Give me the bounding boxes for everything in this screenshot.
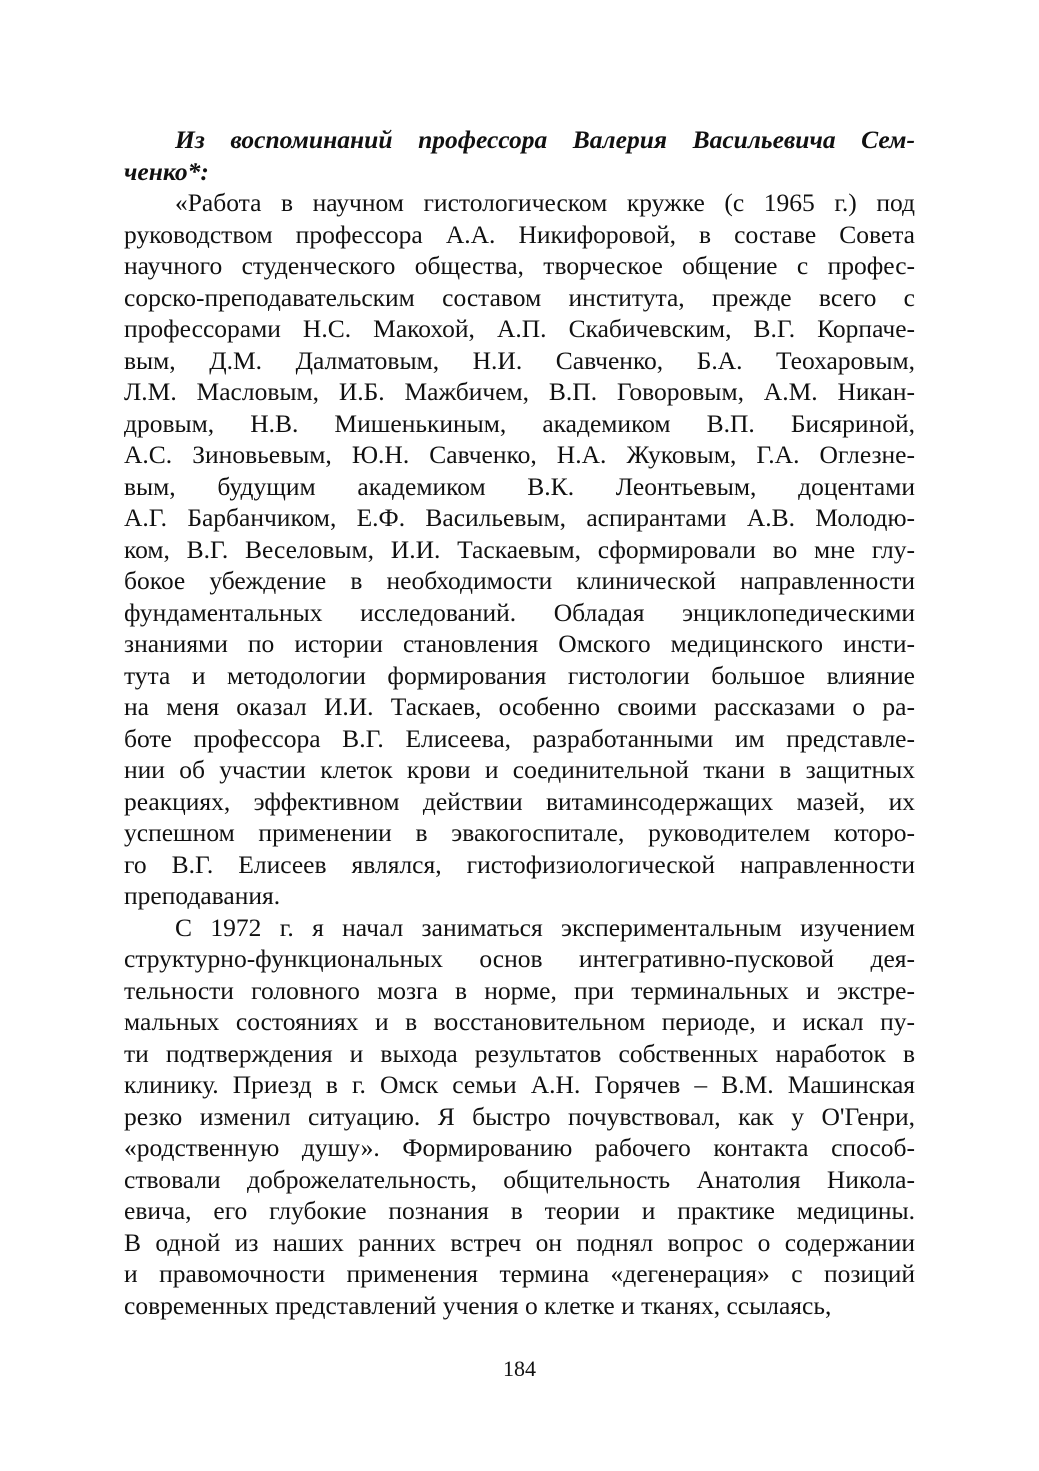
text-line: и правомочности применения термина «дегенерация» с позиций (124, 1259, 915, 1288)
text-line: В одной из наших ранних встреч он поднял вопрос о содержании (124, 1227, 915, 1257)
text-line: научного студенческого общества, творческое общение с профес- (124, 251, 915, 280)
text-line: А.Г. Барбанчиком, Е.Ф. Васильевым, аспирантами А.В. Молодю- (124, 503, 915, 532)
page-number: 184 (503, 1356, 536, 1381)
page-body (124, 124, 915, 1321)
text-line: сорско-преподавательским составом института, прежде всего с (124, 282, 915, 312)
text-line: С 1972 г. я начал заниматься экспериментальным изучением (175, 912, 915, 942)
text-line: профессорами Н.С. Макохой, А.П. Скабичевским, В.Г. Корпаче- (124, 314, 915, 343)
text-line: боте профессора В.Г. Елисеева, разработанными им представле- (124, 723, 915, 753)
text-line: го В.Г. Елисеев являлся, гистофизиологической направленности (124, 849, 915, 879)
text-line: на меня оказал И.И. Таскаев, особенно своими рассказами о ра- (124, 692, 915, 721)
text-line: тута и методологии формирования гистологии большое влияние (124, 660, 915, 690)
text-line: дровым, Н.В. Мишенькиным, академиком В.П. Бисяриной, (124, 408, 915, 438)
text-line: ти подтверждения и выхода результатов собственных наработок в (124, 1038, 915, 1068)
text-line: мальных состояниях и в восстановительном периоде, и искал пу- (124, 1007, 915, 1036)
text-line: вым, будущим академиком В.К. Леонтьевым, доцентами (124, 471, 915, 501)
text-line: нии об участии клеток крови и соединительной ткани в защитных (124, 755, 915, 784)
paragraph-1 (124, 187, 915, 912)
text-line: руководством профессора А.А. Никифоровой, в составе Совета (124, 219, 915, 249)
text-line: клинику. Приезд в г. Омск семьи А.Н. Горячев – В.М. Машинская (124, 1070, 915, 1099)
text-line: тельности головного мозга в норме, при терминальных и экстре- (124, 975, 915, 1005)
text-line: «родственную душу». Формированию рабочего контакта способ- (124, 1133, 915, 1162)
text-line: А.С. Зиновьевым, Ю.Н. Савченко, Н.А. Жуковым, Г.А. Оглезне- (124, 440, 915, 469)
text-line: резко изменил ситуацию. Я быстро почувствовал, как у О'Генри, (124, 1101, 915, 1131)
text-line: бокое убеждение в необходимости клинической направленности (124, 566, 915, 595)
text-line: реакциях, эффективном действии витаминсодержащих мазей, их (124, 786, 915, 816)
text-line: современных представлений учения о клетке и тканях, ссылаясь, (124, 1290, 832, 1320)
text-line: знаниями по истории становления Омского медицинского инсти- (124, 629, 915, 658)
text-line: успешном применении в эвакогоспитале, руководителем которо- (124, 818, 915, 847)
text-line: «Работа в научном гистологическом кружке (с 1965 г.) под (175, 188, 915, 217)
text-line: преподавания. (124, 881, 281, 910)
text-line: ствовали доброжелательность, общительность Анатолия Никола- (124, 1164, 915, 1194)
paragraph-2 (124, 912, 915, 1322)
text-line: евича, его глубокие познания в теории и практике медицины. (124, 1196, 915, 1225)
text-line: ком, В.Г. Веселовым, И.И. Таскаевым, сформировали во мне глу- (124, 534, 915, 564)
heading-line: ченко*: (124, 156, 209, 186)
text-line: фундаментальных исследований. Обладая энциклопедическими (124, 597, 915, 627)
text-line: Л.М. Масловым, И.Б. Мажбичем, В.П. Говоровым, А.М. Никан- (124, 377, 915, 406)
text-line: структурно-функциональных основ интегративно-пусковой дея- (124, 944, 915, 973)
text-line: вым, Д.М. Далматовым, Н.И. Савченко, Б.А. Теохаровым, (124, 345, 915, 375)
section-heading (124, 124, 915, 187)
heading-line: Из воспоминаний профессора Валерия Васильевича Сем- (175, 125, 915, 154)
